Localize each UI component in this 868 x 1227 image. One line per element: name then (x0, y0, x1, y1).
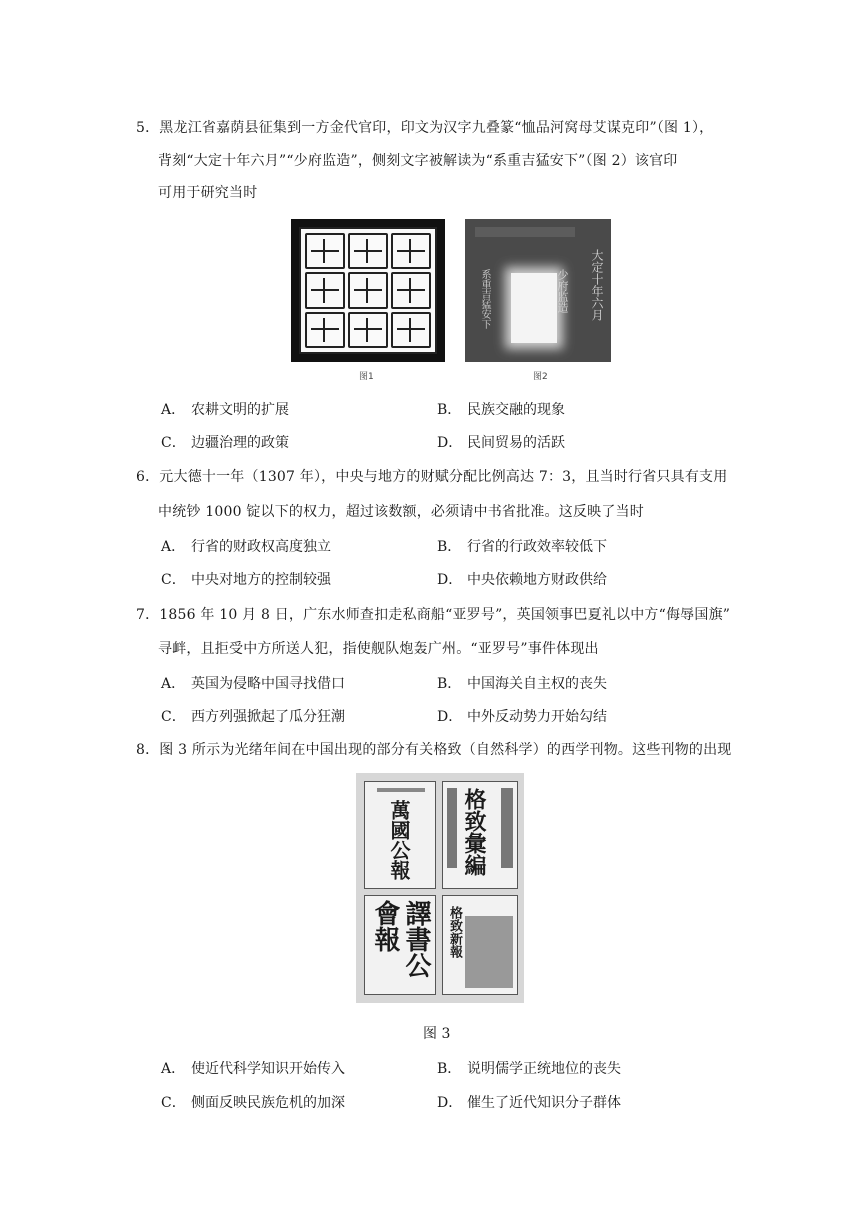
option-key: B． (437, 402, 462, 418)
option-text: 中外反动势力开始勾结 (467, 709, 607, 725)
option-text: 民间贸易的活跃 (467, 435, 565, 451)
q7-option-c[interactable] (161, 706, 345, 726)
fig3-caption: 图 3 (423, 1026, 451, 1042)
q6-stem-line2: 中统钞 1000 锭以下的权力，超过该数额，必须请中书省批准。这反映了当时 (158, 504, 644, 520)
q5-option-b[interactable] (437, 399, 565, 419)
seal-character-grid (299, 227, 437, 354)
seal-back-inscription: 少府监造 (556, 269, 569, 313)
cover-gezhi-xinbao (442, 895, 518, 995)
option-key: A． (161, 539, 186, 555)
option-key: B． (437, 676, 462, 692)
cover-wanguo-gongbao (364, 781, 436, 889)
option-text: 催生了近代知识分子群体 (467, 1095, 621, 1111)
option-key: C． (161, 435, 186, 451)
q7-option-d[interactable] (437, 706, 607, 726)
q7-option-b[interactable] (437, 673, 607, 693)
option-text: 边疆治理的政策 (191, 435, 289, 451)
option-text: 英国为侵略中国寻找借口 (191, 676, 345, 692)
option-text: 中央对地方的控制较强 (191, 572, 331, 588)
q5-stem-line1: 5．黑龙江省嘉荫县征集到一方金代官印，印文为汉字九叠篆“恤品河窝母艾谋克印”（图 1）， (136, 120, 714, 136)
seal-side-inscription-left: 系重吉猛安下 (479, 269, 490, 329)
option-key: C． (161, 572, 186, 588)
q7-option-a[interactable] (161, 673, 345, 693)
option-key: B． (437, 1061, 462, 1077)
option-key: D． (437, 435, 463, 451)
fig1-caption: 图1 (359, 372, 374, 382)
option-text: 使近代科学知识开始传入 (191, 1061, 345, 1077)
option-key: C． (161, 709, 186, 725)
option-key: D． (437, 709, 463, 725)
option-text: 农耕文明的扩展 (191, 402, 289, 418)
q8-option-b[interactable] (437, 1058, 621, 1078)
cover-title: 萬國公報 (387, 800, 411, 880)
fig2-caption: 图2 (533, 372, 548, 382)
q6-stem-line1: 6．元大德十一年（1307 年），中央与地方的财赋分配比例高达 7：3，且当时行省只具有支用 (136, 469, 728, 485)
q5-stem-line2: 背刻“大定十年六月”“少府监造”，侧刻文字被解读为“系重吉猛安下”（图 2）该官印 (158, 153, 678, 169)
q7-stem-line2: 寻衅，且拒受中方所送人犯，指使舰队炮轰广州。“亚罗号”事件体现出 (158, 641, 599, 657)
seal-figure-1 (291, 219, 445, 362)
q5-option-c[interactable] (161, 432, 289, 452)
q6-option-a[interactable] (161, 536, 331, 556)
cover-title: 格致新報 (447, 906, 462, 958)
seal-back-highlight (511, 273, 557, 343)
option-key: A． (161, 402, 186, 418)
seal-side-inscription-right: 大定十年六月 (590, 249, 604, 321)
q8-option-d[interactable] (437, 1092, 621, 1112)
option-key: D． (437, 572, 463, 588)
cover-gezhi-huibian (442, 781, 518, 889)
q5-option-d[interactable] (437, 432, 565, 452)
q5-stem-line3: 可用于研究当时 (158, 185, 258, 201)
option-text: 侧面反映民族危机的加深 (191, 1095, 345, 1111)
q7-stem-line1: 7．1856 年 10 月 8 日，广东水师查扣走私商船“亚罗号”，英国领事巴夏礼以中方“侮辱国旗” (136, 607, 731, 623)
option-text: 行省的财政权高度独立 (191, 539, 331, 555)
option-key: A． (161, 676, 186, 692)
periodicals-figure-3 (356, 773, 524, 1003)
q5-option-a[interactable] (161, 399, 289, 419)
q6-option-d[interactable] (437, 569, 607, 589)
option-text: 行省的行政效率较低下 (467, 539, 607, 555)
seal-figure-2 (465, 219, 611, 362)
option-text: 民族交融的现象 (467, 402, 565, 418)
q6-option-c[interactable] (161, 569, 331, 589)
option-text: 西方列强掀起了瓜分狂潮 (191, 709, 345, 725)
option-key: D． (437, 1095, 463, 1111)
option-key: A． (161, 1061, 186, 1077)
cover-title: 格致彙編 (461, 788, 487, 876)
option-key: C． (161, 1095, 186, 1111)
cover-yishu-gonghui (364, 895, 436, 995)
q8-option-c[interactable] (161, 1092, 345, 1112)
option-text: 中国海关自主权的丧失 (467, 676, 607, 692)
q6-option-b[interactable] (437, 536, 607, 556)
option-text: 中央依赖地方财政供给 (467, 572, 607, 588)
cover-title: 譯書公會報 (370, 900, 431, 978)
q8-option-a[interactable] (161, 1058, 345, 1078)
option-key: B． (437, 539, 462, 555)
option-text: 说明儒学正统地位的丧失 (467, 1061, 621, 1077)
q8-stem-line1: 8．图 3 所示为光绪年间在中国出现的部分有关格致（自然科学）的西学刊物。这些刊物的出现 (136, 742, 732, 758)
